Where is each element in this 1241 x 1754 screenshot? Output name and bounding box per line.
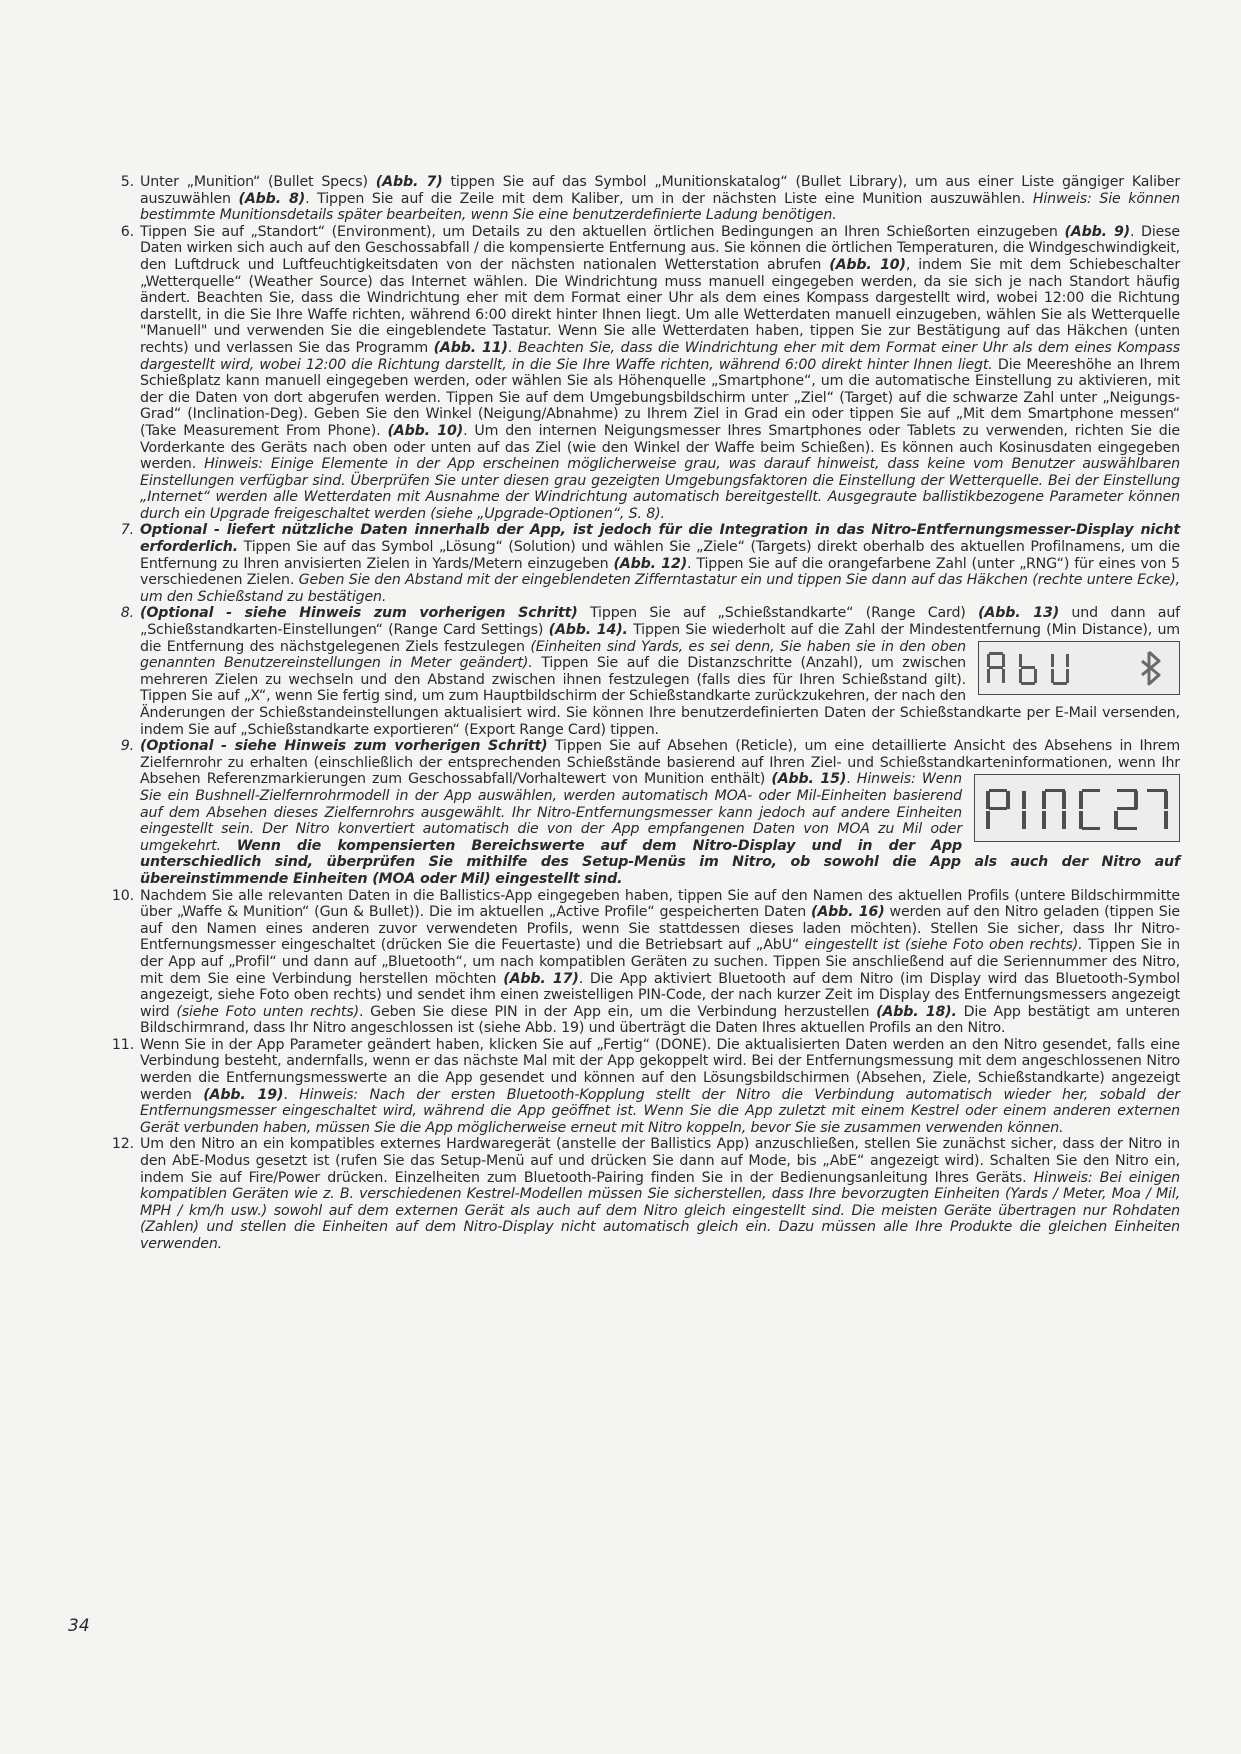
text-run: , indem Sie mit dem Schiebeschalter „Wetterquelle“ (Weather Source) das Internet wählen. Die Windrichtung muss manuell eingegeben werden, da sie sich je nach Standort häufig ändert. Beachten Sie, dass die Windrichtung eher mit dem Format einer Uhr als dem eines Kompass dargestellt wird, wobei 12:00 die Richtung darstellt, in die Sie Ihre Waffe richten, während 6:00 direkt hinter Ihnen liegt. Um alle Wetterdaten manuell einzugeben, wählen Sie als Wetterquelle "Manuell" und verwenden Sie die eingeblendete Tastatur. Wenn Sie alle Wetterdaten haben, tippen Sie zur Bestätigung auf das Häkchen (unten rechts) und verlassen Sie das Programm xyxy=(140,256,1181,356)
text-run: (Abb. 17) xyxy=(503,970,579,987)
text-run: werden auf den Nitro geladen (tippen Sie auf den Namen eines anderen zuvor verwendeten Profils, wenn Sie stattdessen dieses laden möchten). Stellen Sie sicher, dass Ihr Nitro-Entfernungsmesser eingeschaltet (drücken Sie die Feuertaste) und die Betriebsart auf „AbU“ xyxy=(140,904,1180,954)
text-run: Optional - liefert nützliche Daten innerhalb der App, ist jedoch für die Integration in das Nitro-Entfernungsmesser-Display nicht erforderlich. xyxy=(140,522,1180,556)
text-run: Nachdem Sie alle relevanten Daten in die Ballistics-App eingegeben haben, tippen Sie auf den Namen des aktuellen Profils (untere Bildschirmmitte über „Waffe & Munition“ (Gun & Bullet)). Die im aktuellen „Active Profile“ gespeicherten Daten xyxy=(140,887,1180,921)
text-run: (Abb. 18). xyxy=(876,1003,957,1020)
lcd-mode-svg xyxy=(979,642,1179,694)
text-run: Die Meereshöhe an Ihrem Schießplatz kann manuell eingegeben werden, oder wählen Sie als Höhenquelle „Smartphone“, um die automatische Einstellung zu aktivieren, mit der die Daten von dort abgerufen werden. Tippen Sie auf dem Umgebungsbildschirm unter „Ziel“ (Target) auf die schwarze Zahl unter „Neigungs-Grad“ (Inclination-Deg). Geben Sie den Winkel (Neigung/Abnahme) zu Ihrem Ziel in Grad ein oder tippen Sie auf „Mit dem Smartphone messen“ (Take Measurement From Phone). xyxy=(140,356,1180,439)
instruction-item-5 xyxy=(104,174,1180,224)
bluetooth-icon xyxy=(1142,652,1159,684)
text-run: . xyxy=(283,1086,300,1103)
text-run: (Abb. 12) xyxy=(613,555,688,572)
text-run: Unter „Munition“ (Bullet Specs) xyxy=(140,174,376,190)
text-run: (siehe Foto unten rechts) xyxy=(176,1003,359,1020)
instruction-item-11 xyxy=(104,1037,1180,1137)
text-run: (Abb. 10) xyxy=(829,256,906,273)
item-text xyxy=(140,224,1180,522)
text-run: (Abb. 10) xyxy=(387,422,464,439)
text-run: Wenn die kompensierten Bereichswerte auf dem Nitro-Display und in der App unterschiedlich sind, überprüfen Sie mithilfe des Setup-Menüs im Nitro, ob sowohl die App als auch der Nitro auf übereinstimmende Einheiten (MOA oder Mil) eingestellt sind. xyxy=(140,837,1180,887)
item-text xyxy=(140,738,1180,887)
text-run: (Abb. 9) xyxy=(1064,223,1131,240)
text-run: (Abb. 14). xyxy=(548,622,628,639)
item-text xyxy=(140,888,1180,1037)
item-text xyxy=(140,1136,1180,1252)
item-number: 7. xyxy=(120,522,134,539)
instruction-item-8 xyxy=(104,605,1180,738)
lcd-pin-svg xyxy=(975,775,1179,841)
text-run: . Die App aktiviert Bluetooth auf dem Nitro (im Display wird das Bluetooth-Symbol angezeigt, siehe Foto oben rechts) und sendet ihm einen zweistelligen PIN-Code, der nach kurzer Zeit im Display des Entfernungsmessers angezeigt wird xyxy=(140,970,1181,1020)
item-text xyxy=(140,522,1180,604)
text-run: Hinweis: Wenn Sie ein Bushnell-Zielfernrohrmodell in der App auswählen, werden automatisch MOA- oder Mil-Einheiten basierend auf dem Absehen dieses Zielfernrohrs ausgewählt. Ihr Nitro-Entfernungsmesser kann jedoch auf andere Einheiten eingestellt sein. Der Nitro konvertiert automatisch die von der App empfangenen Daten von MOA zu Mil oder umgekehrt. xyxy=(140,771,962,854)
text-run: Beachten Sie, dass die Windrichtung eher mit dem Format einer Uhr als dem eines Kompass dargestellt wird, wobei 12:00 die Richtung darstellt, in die Sie Ihre Waffe richten, während 6:00 direkt hinter Ihnen liegt. xyxy=(140,339,1180,373)
text-run: Tippen Sie in der App auf „Profil“ und dann auf „Bluetooth“, um nach kompatiblen Geräten zu suchen. Tippen Sie anschließend auf die Seriennummer des Nitro, mit dem Sie eine Verbindung herstellen möchten xyxy=(140,937,1180,987)
text-run: (Abb. 8) xyxy=(238,190,306,207)
text-run: eingestellt ist (siehe Foto oben rechts). xyxy=(804,937,1083,954)
text-run: (Abb. 7) xyxy=(375,174,443,190)
page-number: 34 xyxy=(68,1616,90,1636)
text-run: . Tippen Sie auf die orangefarbene Zahl (unter „RNG“) für eines von 5 verschiedenen Zielen. xyxy=(140,555,1181,589)
text-run: Tippen Sie wiederholt auf die Zahl der Mindestentfernung (Min Distance), um die Entfernung des nächstgelegenen Ziels festzulegen xyxy=(140,622,1180,655)
text-run: Tippen Sie auf „Schießstandkarte“ (Range Card) xyxy=(577,605,979,622)
text-run: Um den Nitro an ein kompatibles externes Hardwaregerät (anstelle der Ballistics App) anzuschließen, stellen Sie zunächst sicher, dass der Nitro in den AbE-Modus gesetzt ist (rufen Sie das Setup-Menü auf und drücken Sie dann auf Mode, bis „AbE“ angezeigt wird). Schalten Sie den Nitro ein, indem Sie auf Fire/Power drücken. Einzelheiten zum Bluetooth-Pairing finden Sie in der Bedienungsanleitung Ihres Geräts. xyxy=(140,1136,1180,1186)
instructions-list xyxy=(104,174,1180,1253)
text-run: Tippen Sie auf das Symbol „Lösung“ (Solution) und wählen Sie „Ziele“ (Targets) direkt oberhalb des aktuellen Profilnamens, um die Entfernung zu Ihren anvisierten Zielen in Yards/Metern einzugeben xyxy=(140,539,1180,572)
instruction-item-7 xyxy=(104,522,1180,605)
mode-display-image xyxy=(978,641,1180,695)
text-run: Hinweis: Einige Elemente in der App erscheinen möglicherweise grau, was darauf hinweist, dass keine vom Benutzer auswählbaren Einstellungen verfügbar sind. Überprüfen Sie unter diesen grau gezeigten Umgebungsfaktoren die Einstellung der Wetterquelle. Bei der Einstellung „Internet“ werden alle Wetterdaten mit Ausnahme der Windrichtung automatisch bereitgestellt. Ausgegraute ballistikbezogene Parameter können durch ein Upgrade freigeschaltet werden (siehe „Upgrade-Optionen“, S. 8). xyxy=(140,456,1180,522)
item-number: 5. xyxy=(120,174,134,190)
text-run: . Tippen Sie auf die Zeile mit dem Kaliber, um in der nächsten Liste eine Munition auszuwählen. xyxy=(305,190,1033,207)
text-run: (Optional - siehe Hinweis zum vorherigen Schritt) xyxy=(140,738,548,755)
text-run: . Geben Sie diese PIN in der App ein, um die Verbindung herzustellen xyxy=(358,1003,877,1020)
text-run: . Diese Daten wirken sich auch auf den Geschossabfall / die kompensierte Entfernung aus. Sie können die örtlichen Temperaturen, die Windgeschwindigkeit, den Luftdruck und Luftfeuchtigkeitsdaten von der nächsten nationalen Wetterstation abrufen xyxy=(140,223,1181,273)
text-run: Wenn Sie in der App Parameter geändert haben, klicken Sie auf „Fertig“ (DONE). Die aktualisierten Daten werden an den Nitro gesendet, falls eine Verbindung besteht, andernfalls, wenn er das nächste Mal mit der App gekoppelt wird. Bei der Entfernungsmessung mit dem angeschlossenen Nitro werden die Entfernungsmesswerte an die App gesendet und können auf den Lösungsbildschirmen (Absehen, Ziele, Schießstandkarte) angezeigt werden xyxy=(140,1036,1180,1103)
text-run: Tippen Sie auf die Distanzschritte (Anzahl), um zwischen mehreren Zielen zu wechseln und den Abstand zwischen ihnen festzulegen (falls dies für Ihren Schießstand gilt). Tippen Sie auf „X“, wenn Sie fertig sind, um zum Hauptbildschirm der Schießstandkarte zurückzukehren, der nach den Änderungen der Schießstandeinstellungen aktualisiert wird. Sie können Ihre benutzerdefinierten Daten der Schießstandkarte per E-Mail versenden, indem Sie auf „Schießstandkarte exportieren“ (Export Range Card) tippen. xyxy=(140,655,1180,738)
text-run: Tippen Sie auf Absehen (Reticle), um eine detaillierte Ansicht des Absehens in Ihrem Zielfernrohr zu erhalten (einschließlich der entsprechenden Schießstände basierend auf Ihren Ziel- und Schießstandkarteninformationen, wenn Ihr Absehen Referenzmarkierungen zum Geschossabfall/Vorhaltewert von Munition enthält) xyxy=(140,738,1180,788)
lcd-text-pin xyxy=(986,789,1168,830)
text-run: . xyxy=(507,339,518,356)
item-text xyxy=(140,1037,1180,1136)
text-run: (Abb. 11) xyxy=(433,339,508,356)
item-text xyxy=(140,174,1180,223)
instruction-item-10 xyxy=(104,888,1180,1037)
lcd-text-abu xyxy=(987,652,1069,685)
item-number: 8. xyxy=(120,605,134,622)
text-run: (Abb. 13) xyxy=(978,605,1060,622)
item-number: 10. xyxy=(111,887,134,904)
text-run: Hinweis: Sie können bestimmte Munitionsdetails später bearbeiten, wenn Sie eine benutzerdefinierte Ladung benötigen. xyxy=(140,190,1180,224)
text-run: Tippen Sie auf „Standort“ (Environment), um Details zu den aktuellen örtlichen Bedingungen an Ihren Schießorten einzugeben xyxy=(140,223,1065,240)
text-run: (Abb. 16) xyxy=(811,904,885,921)
instruction-item-6 xyxy=(104,224,1180,523)
item-text xyxy=(140,605,1180,737)
text-run: (Abb. 19) xyxy=(203,1086,284,1103)
item-number: 12. xyxy=(111,1136,134,1153)
text-run: (Einheiten sind Yards, es sei denn, Sie haben sie in den oben genannten Benutzereinstellungen in Meter geändert). xyxy=(140,638,966,672)
text-run: (Abb. 15) xyxy=(771,771,847,788)
item-number: 11. xyxy=(111,1036,134,1053)
text-run: und dann auf „Schießstandkarten-Einstellungen“ (Range Card Settings) xyxy=(140,605,1181,639)
text-run: tippen Sie auf das Symbol „Munitionskatalog“ (Bullet Library), um aus einer Liste gängiger Kaliber auszuwählen xyxy=(140,174,1181,207)
text-run: . xyxy=(846,771,857,788)
pin-display-image xyxy=(974,774,1180,842)
item-number: 6. xyxy=(120,223,134,240)
text-run: Hinweis: Bei einigen kompatiblen Geräten wie z. B. verschiedenen Kestrel-Modellen müssen Sie sicherstellen, dass Ihre bevorzugten Einheiten (Yards / Meter, Moa / Mil, MPH / km/h usw.) sowohl auf dem externen Gerät als auch auf dem Nitro gleich eingestellt sind. Die meisten Geräte übertragen nur Rohdaten (Zahlen) und stellen die Einheiten auf dem Nitro-Display nicht automatisch gleich ein. Dazu müssen alle Ihre Produkte die gleichen Einheiten verwenden. xyxy=(140,1169,1180,1252)
text-run xyxy=(221,838,237,854)
item-number: 9. xyxy=(120,738,134,755)
instruction-item-12 xyxy=(104,1136,1180,1252)
text-run: . Um den internen Neigungsmesser Ihres Smartphones oder Tablets zu verwenden, richten Sie die Vorderkante des Geräts nach oben oder unten auf das Ziel (wie den Winkel der Waffe beim Schießen). Es können auch Kosinusdaten eingegeben werden. xyxy=(140,422,1181,473)
text-run: (Optional - siehe Hinweis zum vorherigen Schritt) xyxy=(140,605,578,622)
text-run: Die App bestätigt am unteren Bildschirmrand, dass Ihr Nitro angeschlossen ist (siehe Abb. 19) und überträgt die Daten Ihres aktuellen Profils an den Nitro. xyxy=(140,1003,1180,1037)
text-run: Geben Sie den Abstand mit der eingeblendeten Zifferntastatur ein und tippen Sie dann auf das Häkchen (rechte untere Ecke), um den Schießstand zu bestätigen. xyxy=(140,572,1180,605)
text-run: Hinweis: Nach der ersten Bluetooth-Kopplung stellt der Nitro die Verbindung automatisch wieder her, sobald der Entfernungsmesser eingeschaltet wird, während die App geöffnet ist. Wenn Sie die App zuletzt mit einem Kestrel oder einem anderen externen Gerät verbunden haben, müssen Sie die App möglicherweise erneut mit Nitro koppeln, bevor Sie sie zusammen verwenden können. xyxy=(140,1086,1180,1136)
instruction-item-9 xyxy=(104,738,1180,887)
